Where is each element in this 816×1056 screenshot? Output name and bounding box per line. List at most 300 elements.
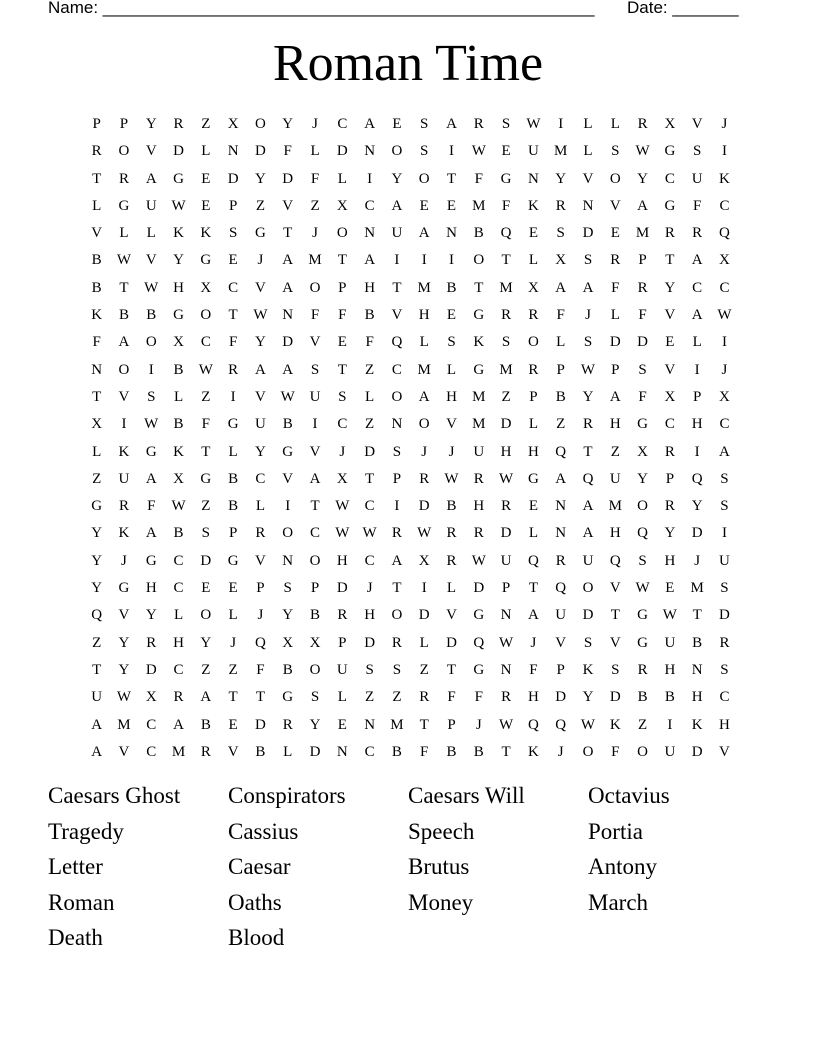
grid-letter[interactable]: D bbox=[691, 743, 703, 760]
grid-letter[interactable]: D bbox=[609, 334, 621, 351]
grid-letter[interactable]: M bbox=[554, 143, 568, 160]
grid-letter[interactable]: K bbox=[118, 443, 130, 460]
grid-letter[interactable]: Z bbox=[501, 388, 511, 405]
grid-letter[interactable]: V bbox=[609, 634, 621, 651]
grid-letter[interactable]: A bbox=[691, 252, 703, 269]
grid-letter[interactable]: C bbox=[391, 361, 402, 378]
grid-letter[interactable]: L bbox=[446, 361, 457, 378]
grid-letter[interactable]: M bbox=[472, 416, 486, 433]
grid-letter[interactable]: W bbox=[580, 361, 596, 378]
grid-letter[interactable]: B bbox=[692, 634, 703, 651]
grid-letter[interactable]: E bbox=[201, 197, 211, 214]
grid-letter[interactable]: A bbox=[118, 334, 130, 351]
grid-letter[interactable]: L bbox=[92, 197, 102, 214]
grid-letter[interactable]: I bbox=[449, 252, 454, 269]
grid-letter[interactable]: O bbox=[637, 743, 648, 760]
grid-letter[interactable]: R bbox=[419, 689, 430, 706]
grid-letter[interactable]: F bbox=[474, 170, 483, 187]
grid-letter[interactable]: I bbox=[721, 334, 727, 351]
grid-letter[interactable]: V bbox=[255, 279, 266, 296]
grid-letter[interactable]: R bbox=[637, 116, 648, 132]
grid-letter[interactable]: T bbox=[446, 661, 457, 678]
grid-letter[interactable]: S bbox=[392, 661, 402, 678]
grid-letter[interactable]: W bbox=[417, 525, 432, 542]
grid-letter[interactable]: E bbox=[665, 580, 675, 597]
grid-letter[interactable]: T bbox=[337, 361, 347, 378]
grid-letter[interactable]: X bbox=[200, 279, 212, 296]
grid-letter[interactable]: J bbox=[475, 716, 482, 733]
grid-letter[interactable]: P bbox=[638, 252, 647, 269]
grid-letter[interactable]: D bbox=[609, 689, 621, 706]
grid-letter[interactable]: W bbox=[635, 143, 650, 160]
grid-letter[interactable]: R bbox=[501, 307, 512, 324]
grid-letter[interactable]: G bbox=[227, 416, 239, 433]
grid-letter[interactable]: S bbox=[638, 552, 647, 569]
grid-letter[interactable]: M bbox=[608, 498, 622, 515]
grid-letter[interactable]: H bbox=[719, 716, 730, 733]
grid-letter[interactable]: C bbox=[719, 416, 730, 433]
grid-letter[interactable]: D bbox=[719, 607, 730, 624]
grid-letter[interactable]: A bbox=[609, 388, 621, 405]
grid-letter[interactable]: K bbox=[719, 170, 730, 187]
grid-letter[interactable]: W bbox=[499, 716, 514, 733]
grid-letter[interactable]: T bbox=[92, 661, 102, 678]
grid-letter[interactable]: A bbox=[145, 525, 157, 542]
grid-letter[interactable]: A bbox=[582, 279, 594, 296]
grid-letter[interactable]: H bbox=[145, 580, 157, 597]
grid-letter[interactable]: R bbox=[473, 525, 484, 542]
grid-letter[interactable]: V bbox=[309, 443, 321, 460]
grid-letter[interactable]: B bbox=[446, 279, 457, 296]
grid-letter[interactable]: Z bbox=[365, 361, 375, 378]
grid-letter[interactable]: G bbox=[200, 252, 212, 269]
grid-letter[interactable]: T bbox=[392, 279, 402, 296]
grid-letter[interactable]: B bbox=[91, 279, 102, 296]
grid-letter[interactable]: L bbox=[556, 334, 566, 351]
grid-letter[interactable]: X bbox=[527, 279, 539, 296]
grid-letter[interactable]: D bbox=[364, 443, 376, 460]
grid-letter[interactable]: Y bbox=[255, 443, 266, 460]
grid-letter[interactable]: C bbox=[228, 279, 239, 296]
grid-letter[interactable]: J bbox=[557, 743, 564, 760]
grid-letter[interactable]: M bbox=[308, 252, 322, 269]
grid-letter[interactable]: X bbox=[664, 388, 676, 405]
grid-letter[interactable]: T bbox=[419, 716, 429, 733]
grid-letter[interactable]: T bbox=[501, 743, 511, 760]
grid-letter[interactable]: S bbox=[720, 470, 729, 487]
grid-letter[interactable]: Z bbox=[92, 470, 102, 487]
grid-letter[interactable]: H bbox=[691, 689, 703, 706]
grid-letter[interactable]: M bbox=[171, 743, 186, 760]
grid-letter[interactable]: D bbox=[637, 334, 648, 351]
grid-letter[interactable]: D bbox=[255, 716, 266, 733]
grid-letter[interactable]: M bbox=[499, 361, 513, 378]
grid-letter[interactable]: O bbox=[255, 116, 266, 132]
grid-letter[interactable]: K bbox=[609, 716, 621, 733]
grid-letter[interactable]: F bbox=[638, 307, 647, 324]
grid-letter[interactable]: V bbox=[309, 334, 321, 351]
grid-letter[interactable]: V bbox=[118, 607, 130, 624]
grid-letter[interactable]: Q bbox=[255, 634, 266, 651]
grid-letter[interactable]: B bbox=[173, 416, 184, 433]
grid-letter[interactable]: P bbox=[556, 661, 565, 678]
grid-letter[interactable]: I bbox=[367, 170, 373, 187]
grid-letter[interactable]: A bbox=[527, 607, 539, 624]
grid-letter[interactable]: M bbox=[499, 279, 513, 296]
grid-letter[interactable]: C bbox=[255, 470, 266, 487]
grid-letter[interactable]: H bbox=[527, 443, 539, 460]
grid-letter[interactable]: Y bbox=[582, 388, 594, 405]
grid-letter[interactable]: A bbox=[391, 197, 403, 214]
grid-letter[interactable]: C bbox=[173, 580, 184, 597]
grid-letter[interactable]: J bbox=[448, 443, 455, 460]
grid-letter[interactable]: T bbox=[310, 498, 320, 515]
grid-letter[interactable]: O bbox=[637, 498, 648, 515]
grid-letter[interactable]: T bbox=[392, 580, 402, 597]
grid-letter[interactable]: S bbox=[638, 361, 647, 378]
grid-letter[interactable]: S bbox=[420, 143, 429, 160]
grid-letter[interactable]: W bbox=[362, 525, 377, 542]
grid-letter[interactable]: L bbox=[610, 116, 620, 132]
grid-letter[interactable]: E bbox=[337, 716, 347, 733]
grid-letter[interactable]: X bbox=[719, 388, 730, 405]
grid-letter[interactable]: G bbox=[118, 580, 130, 597]
grid-letter[interactable]: N bbox=[446, 225, 457, 242]
grid-letter[interactable]: H bbox=[364, 279, 376, 296]
grid-letter[interactable]: S bbox=[147, 388, 156, 405]
grid-letter[interactable]: R bbox=[473, 116, 484, 132]
grid-letter[interactable]: O bbox=[118, 361, 130, 378]
grid-letter[interactable]: A bbox=[637, 197, 648, 214]
grid-letter[interactable]: P bbox=[556, 361, 565, 378]
grid-letter[interactable]: H bbox=[609, 416, 621, 433]
grid-letter[interactable]: V bbox=[227, 743, 239, 760]
grid-letter[interactable]: R bbox=[391, 525, 402, 542]
grid-letter[interactable]: F bbox=[92, 334, 101, 351]
grid-letter[interactable]: R bbox=[664, 225, 675, 242]
grid-letter[interactable]: V bbox=[609, 197, 621, 214]
grid-letter[interactable]: P bbox=[228, 525, 238, 542]
grid-letter[interactable]: R bbox=[719, 634, 730, 651]
grid-letter[interactable]: X bbox=[336, 197, 348, 214]
grid-letter[interactable]: B bbox=[173, 525, 184, 542]
grid-letter[interactable]: N bbox=[691, 661, 703, 678]
grid-letter[interactable]: I bbox=[148, 361, 154, 378]
grid-letter[interactable]: L bbox=[365, 388, 375, 405]
grid-letter[interactable]: Z bbox=[310, 197, 320, 214]
grid-letter[interactable]: D bbox=[418, 607, 430, 624]
grid-letter[interactable]: D bbox=[336, 143, 348, 160]
grid-letter[interactable]: W bbox=[499, 470, 514, 487]
grid-letter[interactable]: K bbox=[527, 743, 539, 760]
grid-letter[interactable]: Q bbox=[473, 634, 485, 651]
grid-letter[interactable]: F bbox=[283, 143, 292, 160]
grid-letter[interactable]: A bbox=[555, 279, 567, 296]
grid-letter[interactable]: B bbox=[364, 307, 375, 324]
grid-letter[interactable]: E bbox=[665, 334, 675, 351]
grid-letter[interactable]: M bbox=[117, 716, 131, 733]
grid-letter[interactable]: P bbox=[338, 279, 347, 296]
grid-letter[interactable]: O bbox=[200, 607, 212, 624]
grid-letter[interactable]: V bbox=[664, 361, 676, 378]
grid-letter[interactable]: A bbox=[173, 716, 184, 733]
grid-letter[interactable]: B bbox=[282, 416, 293, 433]
grid-letter[interactable]: G bbox=[527, 470, 539, 487]
grid-letter[interactable]: V bbox=[555, 634, 567, 651]
grid-letter[interactable]: C bbox=[692, 279, 703, 296]
grid-letter[interactable]: C bbox=[337, 416, 348, 433]
grid-letter[interactable]: D bbox=[255, 143, 266, 160]
grid-letter[interactable]: H bbox=[500, 443, 512, 460]
grid-letter[interactable]: X bbox=[173, 470, 184, 487]
grid-letter[interactable]: C bbox=[146, 716, 157, 733]
grid-letter[interactable]: O bbox=[309, 661, 321, 678]
grid-letter[interactable]: Q bbox=[609, 552, 621, 569]
grid-letter[interactable]: C bbox=[310, 525, 321, 542]
grid-letter[interactable]: H bbox=[418, 307, 430, 324]
grid-letter[interactable]: K bbox=[91, 307, 103, 324]
grid-letter[interactable]: Q bbox=[391, 334, 403, 351]
grid-letter[interactable]: W bbox=[280, 388, 295, 405]
grid-letter[interactable]: T bbox=[119, 279, 129, 296]
grid-letter[interactable]: D bbox=[555, 689, 567, 706]
grid-letter[interactable]: R bbox=[528, 307, 539, 324]
grid-letter[interactable]: V bbox=[145, 252, 157, 269]
grid-letter[interactable]: S bbox=[583, 252, 593, 269]
grid-letter[interactable]: U bbox=[391, 225, 403, 242]
grid-letter[interactable]: O bbox=[200, 307, 212, 324]
grid-letter[interactable]: G bbox=[473, 607, 485, 624]
grid-letter[interactable]: P bbox=[529, 388, 538, 405]
grid-letter[interactable]: S bbox=[720, 661, 729, 678]
grid-letter[interactable]: Y bbox=[91, 525, 103, 542]
grid-letter[interactable]: L bbox=[228, 607, 238, 624]
grid-letter[interactable]: T bbox=[665, 252, 675, 269]
grid-letter[interactable]: R bbox=[555, 197, 566, 214]
grid-letter[interactable]: V bbox=[691, 116, 703, 132]
grid-letter[interactable]: F bbox=[611, 743, 620, 760]
grid-letter[interactable]: T bbox=[92, 170, 102, 187]
grid-letter[interactable]: K bbox=[582, 661, 594, 678]
grid-letter[interactable]: Y bbox=[118, 661, 130, 678]
grid-letter[interactable]: J bbox=[421, 443, 428, 460]
grid-letter[interactable]: J bbox=[312, 225, 318, 242]
grid-letter[interactable]: I bbox=[312, 416, 318, 433]
grid-letter[interactable]: O bbox=[609, 170, 621, 187]
grid-letter[interactable]: V bbox=[446, 416, 457, 433]
grid-letter[interactable]: G bbox=[227, 552, 239, 569]
grid-letter[interactable]: X bbox=[173, 334, 184, 351]
grid-letter[interactable]: O bbox=[391, 388, 403, 405]
grid-letter[interactable]: R bbox=[692, 225, 703, 242]
grid-letter[interactable]: C bbox=[337, 116, 348, 132]
grid-letter[interactable]: J bbox=[257, 607, 264, 624]
grid-letter[interactable]: U bbox=[145, 197, 157, 214]
grid-letter[interactable]: T bbox=[446, 170, 457, 187]
grid-letter[interactable]: W bbox=[335, 498, 350, 515]
grid-letter[interactable]: V bbox=[91, 225, 103, 242]
grid-letter[interactable]: S bbox=[583, 334, 593, 351]
grid-letter[interactable]: B bbox=[228, 498, 239, 515]
grid-letter[interactable]: O bbox=[309, 279, 321, 296]
grid-letter[interactable]: R bbox=[610, 252, 621, 269]
grid-letter[interactable]: T bbox=[255, 689, 266, 706]
grid-letter[interactable]: N bbox=[282, 552, 294, 569]
grid-letter[interactable]: T bbox=[228, 307, 238, 324]
grid-letter[interactable]: C bbox=[364, 743, 375, 760]
grid-letter[interactable]: B bbox=[664, 689, 675, 706]
grid-letter[interactable]: B bbox=[173, 361, 184, 378]
grid-letter[interactable]: S bbox=[501, 334, 511, 351]
grid-letter[interactable]: D bbox=[500, 416, 512, 433]
grid-letter[interactable]: W bbox=[499, 634, 514, 651]
grid-letter[interactable]: N bbox=[555, 525, 567, 542]
grid-letter[interactable]: L bbox=[337, 689, 347, 706]
grid-letter[interactable]: T bbox=[365, 470, 375, 487]
grid-letter[interactable]: X bbox=[91, 416, 103, 433]
grid-letter[interactable]: Z bbox=[419, 661, 429, 678]
grid-letter[interactable]: N bbox=[91, 361, 103, 378]
grid-letter[interactable]: U bbox=[691, 170, 703, 187]
grid-letter[interactable]: F bbox=[638, 388, 647, 405]
grid-letter[interactable]: A bbox=[582, 498, 594, 515]
grid-letter[interactable]: Y bbox=[200, 634, 212, 651]
grid-letter[interactable]: V bbox=[118, 743, 130, 760]
grid-letter[interactable]: G bbox=[200, 470, 212, 487]
grid-letter[interactable]: C bbox=[364, 197, 375, 214]
grid-letter[interactable]: F bbox=[529, 661, 538, 678]
grid-letter[interactable]: E bbox=[501, 143, 511, 160]
grid-letter[interactable]: I bbox=[694, 361, 700, 378]
grid-letter[interactable]: R bbox=[228, 361, 239, 378]
grid-letter[interactable]: C bbox=[364, 552, 375, 569]
grid-letter[interactable]: P bbox=[228, 197, 238, 214]
grid-letter[interactable]: D bbox=[309, 743, 321, 760]
grid-letter[interactable]: G bbox=[118, 197, 130, 214]
grid-letter[interactable]: G bbox=[637, 416, 648, 433]
grid-letter[interactable]: O bbox=[309, 552, 321, 569]
grid-letter[interactable]: C bbox=[719, 279, 730, 296]
grid-letter[interactable]: T bbox=[201, 443, 211, 460]
grid-letter[interactable]: D bbox=[336, 580, 348, 597]
grid-letter[interactable]: P bbox=[338, 634, 347, 651]
grid-letter[interactable]: X bbox=[227, 116, 239, 132]
grid-letter[interactable]: N bbox=[227, 143, 239, 160]
grid-letter[interactable]: P bbox=[256, 580, 265, 597]
grid-letter[interactable]: V bbox=[582, 170, 594, 187]
grid-letter[interactable]: H bbox=[173, 279, 184, 296]
grid-letter[interactable]: A bbox=[446, 116, 457, 132]
grid-letter[interactable]: F bbox=[474, 689, 483, 706]
grid-letter[interactable]: L bbox=[692, 334, 702, 351]
grid-letter[interactable]: R bbox=[501, 689, 512, 706]
grid-letter[interactable]: J bbox=[257, 252, 264, 269]
grid-letter[interactable]: W bbox=[635, 580, 650, 597]
grid-letter[interactable]: M bbox=[635, 225, 650, 242]
grid-letter[interactable]: A bbox=[145, 170, 157, 187]
grid-letter[interactable]: R bbox=[501, 498, 512, 515]
grid-letter[interactable]: E bbox=[528, 498, 538, 515]
grid-letter[interactable]: G bbox=[637, 607, 648, 624]
grid-letter[interactable]: U bbox=[336, 661, 348, 678]
grid-letter[interactable]: D bbox=[173, 143, 184, 160]
grid-letter[interactable]: U bbox=[500, 552, 512, 569]
grid-letter[interactable]: F bbox=[201, 416, 210, 433]
grid-letter[interactable]: G bbox=[664, 197, 676, 214]
grid-letter[interactable]: C bbox=[364, 498, 375, 515]
grid-letter[interactable]: L bbox=[446, 580, 457, 597]
grid-letter[interactable]: E bbox=[419, 197, 429, 214]
grid-letter[interactable]: P bbox=[611, 361, 620, 378]
grid-letter[interactable]: U bbox=[473, 443, 485, 460]
grid-letter[interactable]: W bbox=[444, 470, 459, 487]
grid-letter[interactable]: S bbox=[283, 580, 292, 597]
grid-letter[interactable]: R bbox=[446, 525, 457, 542]
grid-letter[interactable]: E bbox=[392, 116, 402, 132]
grid-letter[interactable]: N bbox=[364, 143, 376, 160]
grid-letter[interactable]: V bbox=[282, 197, 294, 214]
grid-letter[interactable]: F bbox=[556, 307, 565, 324]
grid-letter[interactable]: E bbox=[228, 580, 238, 597]
grid-letter[interactable]: K bbox=[691, 716, 703, 733]
grid-letter[interactable]: C bbox=[664, 416, 675, 433]
grid-letter[interactable]: S bbox=[310, 689, 320, 706]
grid-letter[interactable]: A bbox=[364, 252, 376, 269]
grid-letter[interactable]: Y bbox=[664, 525, 676, 542]
grid-letter[interactable]: N bbox=[364, 716, 376, 733]
grid-letter[interactable]: W bbox=[116, 252, 132, 269]
grid-letter[interactable]: H bbox=[664, 552, 676, 569]
grid-letter[interactable]: S bbox=[365, 661, 374, 678]
grid-letter[interactable]: L bbox=[419, 634, 429, 651]
grid-letter[interactable]: Y bbox=[145, 607, 157, 624]
grid-letter[interactable]: B bbox=[228, 470, 239, 487]
grid-letter[interactable]: Z bbox=[610, 443, 620, 460]
grid-letter[interactable]: S bbox=[501, 116, 511, 132]
grid-letter[interactable]: X bbox=[418, 552, 430, 569]
grid-letter[interactable]: N bbox=[336, 743, 348, 760]
grid-letter[interactable]: A bbox=[719, 443, 730, 460]
grid-letter[interactable]: L bbox=[419, 334, 429, 351]
grid-letter[interactable]: W bbox=[116, 689, 132, 706]
grid-letter[interactable]: M bbox=[417, 361, 431, 378]
grid-letter[interactable]: Y bbox=[309, 716, 321, 733]
grid-letter[interactable]: L bbox=[337, 170, 347, 187]
grid-letter[interactable]: J bbox=[339, 443, 346, 460]
grid-letter[interactable]: L bbox=[228, 443, 238, 460]
grid-letter[interactable]: S bbox=[720, 580, 729, 597]
grid-letter[interactable]: B bbox=[255, 743, 266, 760]
grid-letter[interactable]: S bbox=[583, 634, 593, 651]
grid-letter[interactable]: J bbox=[230, 634, 237, 651]
grid-letter[interactable]: G bbox=[637, 634, 648, 651]
grid-letter[interactable]: I bbox=[421, 580, 427, 597]
grid-letter[interactable]: Q bbox=[91, 607, 103, 624]
grid-letter[interactable]: W bbox=[580, 716, 596, 733]
grid-letter[interactable]: I bbox=[394, 252, 400, 269]
grid-letter[interactable]: G bbox=[145, 552, 157, 569]
grid-letter[interactable]: P bbox=[693, 388, 702, 405]
grid-letter[interactable]: N bbox=[364, 225, 376, 242]
grid-letter[interactable]: C bbox=[200, 334, 211, 351]
grid-letter[interactable]: N bbox=[527, 170, 539, 187]
grid-letter[interactable]: I bbox=[121, 416, 127, 433]
grid-letter[interactable]: U bbox=[118, 470, 130, 487]
grid-letter[interactable]: Q bbox=[555, 580, 567, 597]
grid-letter[interactable]: B bbox=[146, 307, 157, 324]
grid-letter[interactable]: A bbox=[582, 525, 594, 542]
grid-letter[interactable]: G bbox=[255, 225, 266, 242]
